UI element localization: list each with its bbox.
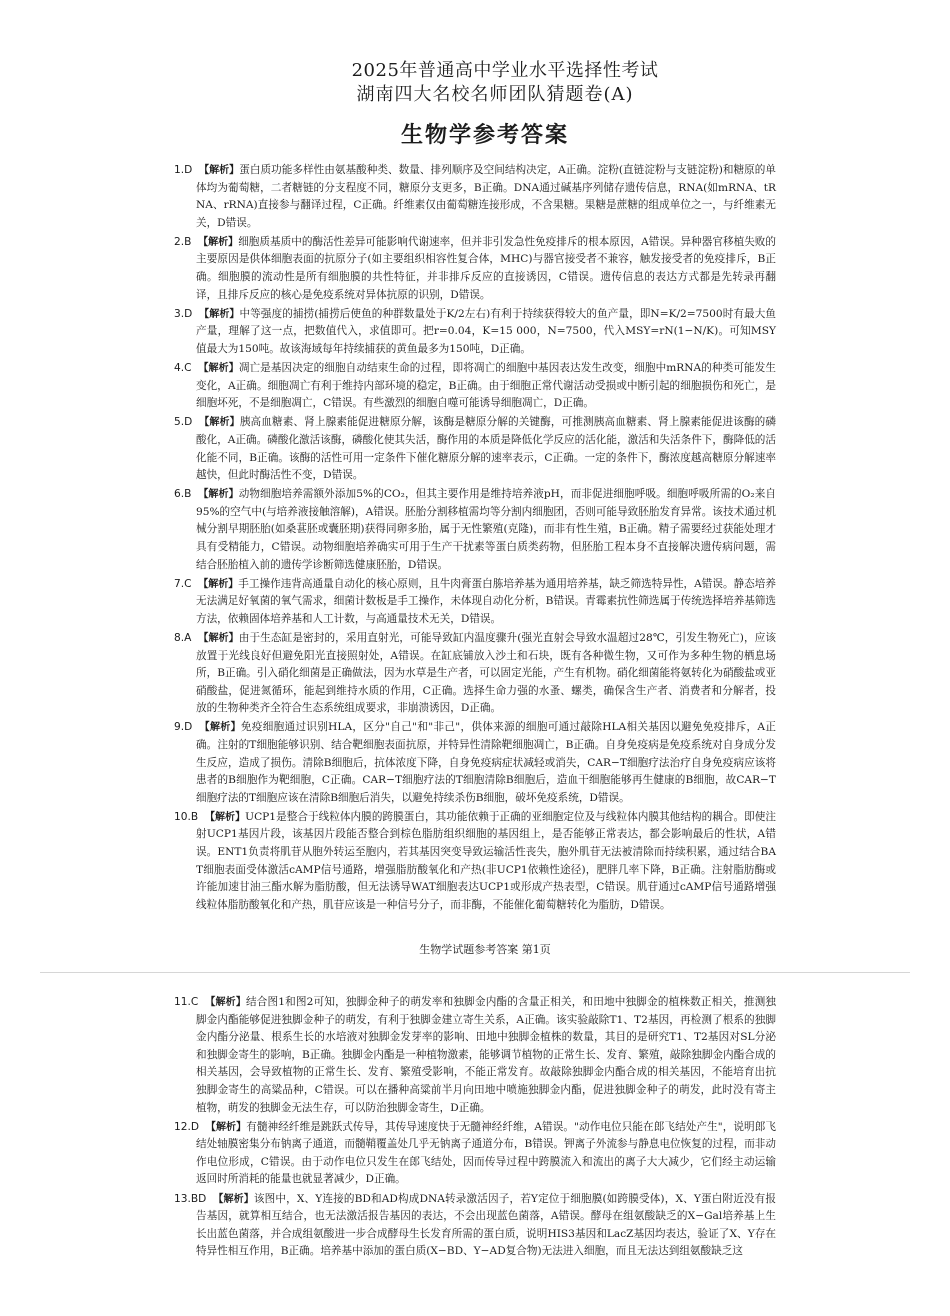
- page-footer: 生物学试题参考答案 第1页: [419, 943, 551, 956]
- answer-item: [174, 809, 776, 915]
- answer-number: 2.B: [174, 235, 192, 248]
- analysis-tag: 【解析】: [198, 236, 239, 248]
- answer-explanation: 中等强度的捕捞(捕捞后使鱼的种群数量处于K/2左右)有利于持续获得较大的鱼产量，即N=K/2=7500时有最大鱼产量，理解了这一点，把数值代入，求值即可。把r=0.04，K=15 000，N=7500，代入MSY=rN(1−N/K)。可知MSY值最大为150吨。故该海域每年持续捕获的黄鱼最多为150吨，D正确。: [196, 307, 777, 355]
- answer-list-page-1: [174, 162, 776, 916]
- page-divider: [40, 972, 910, 973]
- analysis-tag: 【解析】: [198, 632, 239, 644]
- answer-explanation: 由于生态缸是密封的，采用直射光，可能导致缸内温度骤升(强光直射会导致水温超过28℃，引发生物死亡)，应该放置于光线良好但避免阳光直接照射处，A错误。在缸底铺放入沙土和石块，既有各种微生物，又可作为多种生物的栖息场所，B正确。引入硝化细菌是正确做法，因为水草是生产者，可以固定光能，产生有机物。硝化细菌能将氨转化为硝酸盐或亚硝酸盐，促进氮循环，能起到维持水质的作用，C正确。选择生命力强的水蚤、螺类，确保含生产者、消费者和分解者，投放的生物种类齐全符合生态系统组成要求，非崩溃诱因，D正确。: [196, 631, 777, 715]
- answer-number: 10.B: [174, 810, 199, 823]
- answer-item: [174, 1119, 776, 1189]
- answer-item: [174, 306, 776, 359]
- answer-number: 9.D: [174, 721, 193, 734]
- answer-item: [174, 486, 776, 574]
- answer-number: 5.D: [174, 416, 193, 429]
- answer-explanation: 免疫细胞通过识别HLA，区分"自己"和"非己"，供体来源的细胞可通过敲除HLA相关基因以避免免疫排斥，A正确。注射的T细胞能够识别、结合靶细胞表面抗原，并特异性清除靶细胞凋亡，B正确。自身免疫病是免疫系统对自身成分发生反应，造成了损伤。清除B细胞后，抗体浓度下降，自身免疫病症状减轻或消失，CAR−T细胞疗法治疗自身免疫病应该将患者的B细胞作为靶细胞，C正确。CAR−T细胞疗法的T细胞清除B细胞后，造血干细胞能够再生健康的B细胞，故CAR−T细胞疗法的T细胞应该在清除B细胞后消失，以避免持续杀伤B细胞，破坏免疫系统，D错误。: [196, 721, 776, 804]
- answer-number: 6.B: [174, 488, 192, 501]
- answer-page-2: [0, 982, 950, 1316]
- analysis-tag: 【解析】: [198, 578, 239, 590]
- answer-explanation: 胰高血糖素、肾上腺素能促进糖原分解，该酶是糖原分解的关键酶，可推测胰高血糖素、肾上腺素能促进该酶的磷酸化，A正确。磷酸化激活该酶，磷酸化使其失活，酶作用的本质是降低化学反应的活化能，激活和失活条件下，酶降低的活化能不同，B正确。该酶的活性可用一定条件下催化糖原分解的速率表示，C正确。一定的条件下，酶浓度越高糖原分解速率越快，但此时酶活性不变，D错误。: [196, 416, 776, 482]
- answer-number: 8.A: [174, 631, 192, 644]
- analysis-tag: 【解析】: [198, 363, 239, 375]
- analysis-tag: 【解析】: [199, 417, 240, 429]
- answer-item: [174, 360, 776, 413]
- analysis-tag: 【解析】: [205, 997, 246, 1008]
- answer-item: [174, 1191, 776, 1261]
- answer-number: 7.C: [174, 577, 192, 590]
- analysis-tag: 【解析】: [204, 811, 246, 823]
- answer-number: 13.BD: [174, 1192, 207, 1205]
- answer-explanation: 蛋白质功能多样性由氨基酸种类、数量、排列顺序及空间结构决定，A正确。淀粉(直链淀粉与支链淀粉)和糖原的单体均为葡萄糖，二者糖链的分支程度不同，糖原分支更多，B正确。DNA通过碱基序列储存遗传信息，RNA(如mRNA、tRNA、rRNA)直接参与翻译过程，C正确。纤维素仅由葡萄糖连接形成，不含果糖。果糖是蔗糖的组成单位之一，与纤维素无关，D错误。: [196, 164, 776, 229]
- answer-number: 1.D: [174, 164, 193, 176]
- answer-explanation: 结合图1和图2可知，独脚金种子的萌发率和独脚金内酯的含量正相关，和田地中独脚金的植株数正相关，推测独脚金内酯能够促进独脚金种子的萌发，有利于独脚金建立寄生关系，A正确。该实验敲除T1、T2基因，再检测了根系的独脚金内酯分泌量、根系生长的水培液对独脚金发芽率的影响、田地中独脚金植株的数量，其目的是研究T1、T2基因对SL分泌和独脚金寄生的影响，B正确。独脚金内酯是一种植物激素，能够调节植物的正常生长、发育、繁殖，敲除独脚金内酯合成的相关基因，会导致植物的正常生长、发育、繁殖受影响，不能正常发育。故敲除独脚金内酯合成的相关基因，不能培育出抗独脚金寄生的高粱品种，C错误。可以在播种高粱前半月向田地中喷施独脚金内酯，促进独脚金种子的萌发，此时没有寄主植物，萌发的独脚金无法生存，可以防治独脚金寄生，D正确。: [196, 996, 776, 1114]
- answer-item: [174, 162, 776, 232]
- answer-list-page-2: [174, 994, 776, 1262]
- answer-explanation: 该图中，X、Y连接的BD和AD构成DNA转录激活因子，若Y定位于细胞膜(如跨膜受体)，X、Y蛋白附近没有报告基因，就算相互结合，也无法激活报告基因的表达，不会出现蓝色菌落，A错误。酵母在组氨酸缺乏的X−Gal培养基上生长出蓝色菌落，并合成组氨酸进一步合成酵母生长发育所需的蛋白质，说明HIS3基因和LacZ基因均表达，验证了X、Y存在特异性相互作用，B正确。培养基中添加的蛋白质(X−BD、Y−AD复合物)无法进入细胞，而且无法达到组氨酸缺乏这: [196, 1192, 777, 1258]
- answer-number: 12.D: [174, 1120, 200, 1133]
- answer-number: 4.C: [174, 362, 192, 375]
- analysis-tag: 【解析】: [199, 722, 241, 734]
- answer-explanation: 动物细胞培养需额外添加5%的CO₂，但其主要作用是维持培养液pH，而非促进细胞呼吸。细胞呼吸所需的O₂来自95%的空气中(与培养液接触溶解)，A错误。胚胎分割移植需均等分割内细胞团，否则可能导致胚胎发育异常。该技术通过机械分割早期胚胎(如桑葚胚或囊胚期)获得同卵多胎，属于无性繁殖(克隆)，而非有性生殖，B正确。精子需要经过获能处理才具有受精能力，C错误。动物细胞培养确实可用于生产干扰素等蛋白质类药物，但胚胎工程本身不直接解决遗传病问题，需结合胚胎植入前的遗传学诊断筛选健康胚胎，D错误。: [196, 488, 776, 571]
- analysis-tag: 【解析】: [205, 1121, 247, 1133]
- analysis-tag: 【解析】: [199, 165, 240, 176]
- answer-item: [174, 719, 776, 807]
- answer-item: [174, 234, 776, 304]
- answer-explanation: UCP1是整合于线粒体内膜的跨膜蛋白，其功能依赖于正确的亚细胞定位及与线粒体内膜其他结构的耦合。即使注射UCP1基因片段，该基因片段能否整合到棕色脂肪组织细胞的基因组上，是否能够正常表达，都会影响最后的性状，A错误。ENT1负责将肌苷从胞外转运至胞内，若其基因突变导致运输活性丧失，胞外肌苷无法被清除而持续积累，通过结合BAT细胞表面受体激活cAMP信号通路，增强脂肪酸氧化和产热(非UCP1依赖性途径)，肥胖几率下降，B正确。注射脂肪酶或许能加速甘油三酯水解为脂肪酸，但无法诱导WAT细胞表达UCP1或形成产热表型，C错误。肌苷通过cAMP信号通路增强线粒体脂肪酸氧化和产热，肌苷应该是一种信号分子，而非酶，不能催化葡萄糖转化为脂肪，D错误。: [196, 810, 776, 911]
- analysis-tag: 【解析】: [198, 489, 239, 501]
- document-title: 生物学参考答案: [400, 123, 569, 148]
- answer-explanation: 手工操作违背高通量自动化的核心原则，且牛肉膏蛋白胨培养基为通用培养基，缺乏筛选特异性，A错误。静态培养无法满足好氧菌的氧气需求，细菌计数板是手工操作，未体现自动化分析，B错误。青霉素抗性筛选属于传统选择培养基筛选方法，依赖固体培养基和人工计数，与高通量技术无关，D错误。: [196, 577, 776, 625]
- answer-explanation: 有髓神经纤维是跳跃式传导，其传导速度快于无髓神经纤维，A错误。"动作电位只能在郎飞结处产生"，说明郎飞结处轴膜密集分布钠离子通道，而髓鞘覆盖处几乎无钠离子通道分布，B错误。钾离子外流参与静息电位恢复的过程，而非动作电位形成，C错误。由于动作电位只发生在郎飞结处，因而传导过程中跨膜流入和流出的离子大大减少，它们经主动运输返回时所消耗的能量也就显著减少，D正确。: [196, 1120, 776, 1186]
- answer-number: 11.C: [174, 996, 199, 1008]
- answer-explanation: 凋亡是基因决定的细胞自动结束生命的过程，即将凋亡的细胞中基因表达发生改变，细胞中mRNA的种类可能发生变化，A正确。细胞凋亡有利于维持内部环境的稳定，B正确。由于细胞正常代谢活动受损或中断引起的细胞损伤和死亡，是细胞坏死，不是细胞凋亡，C错误。有些激烈的细胞自噬可能诱导细胞凋亡，D正确。: [196, 362, 776, 410]
- answer-item: [174, 576, 776, 629]
- analysis-tag: 【解析】: [213, 1193, 254, 1205]
- analysis-tag: 【解析】: [199, 308, 240, 320]
- answer-number: 3.D: [174, 307, 193, 320]
- answer-item: [174, 630, 776, 718]
- answer-explanation: 细胞质基质中的酶活性差异可能影响代谢速率，但并非引发急性免疫排斥的根本原因，A错误。异种器官移植失败的主要原因是供体细胞表面的抗原分子(如主要组织相容性复合体，MHC)与器官接受者不兼容，触发接受者的免疫排斥，B正确。细胞膜的流动性是所有细胞膜的共性特征，并非排斥反应的直接诱因，C错误。遗传信息的表达方式都是先转录再翻译，且排斥反应的核心是免疫系统对异体抗原的识别，D错误。: [196, 235, 776, 301]
- series-title: 湖南四大名校名师团队猜题卷(A): [356, 84, 634, 105]
- exam-title: 2025年普通高中学业水平选择性考试: [351, 60, 659, 81]
- answer-item: [174, 994, 776, 1117]
- answer-item: [174, 414, 776, 484]
